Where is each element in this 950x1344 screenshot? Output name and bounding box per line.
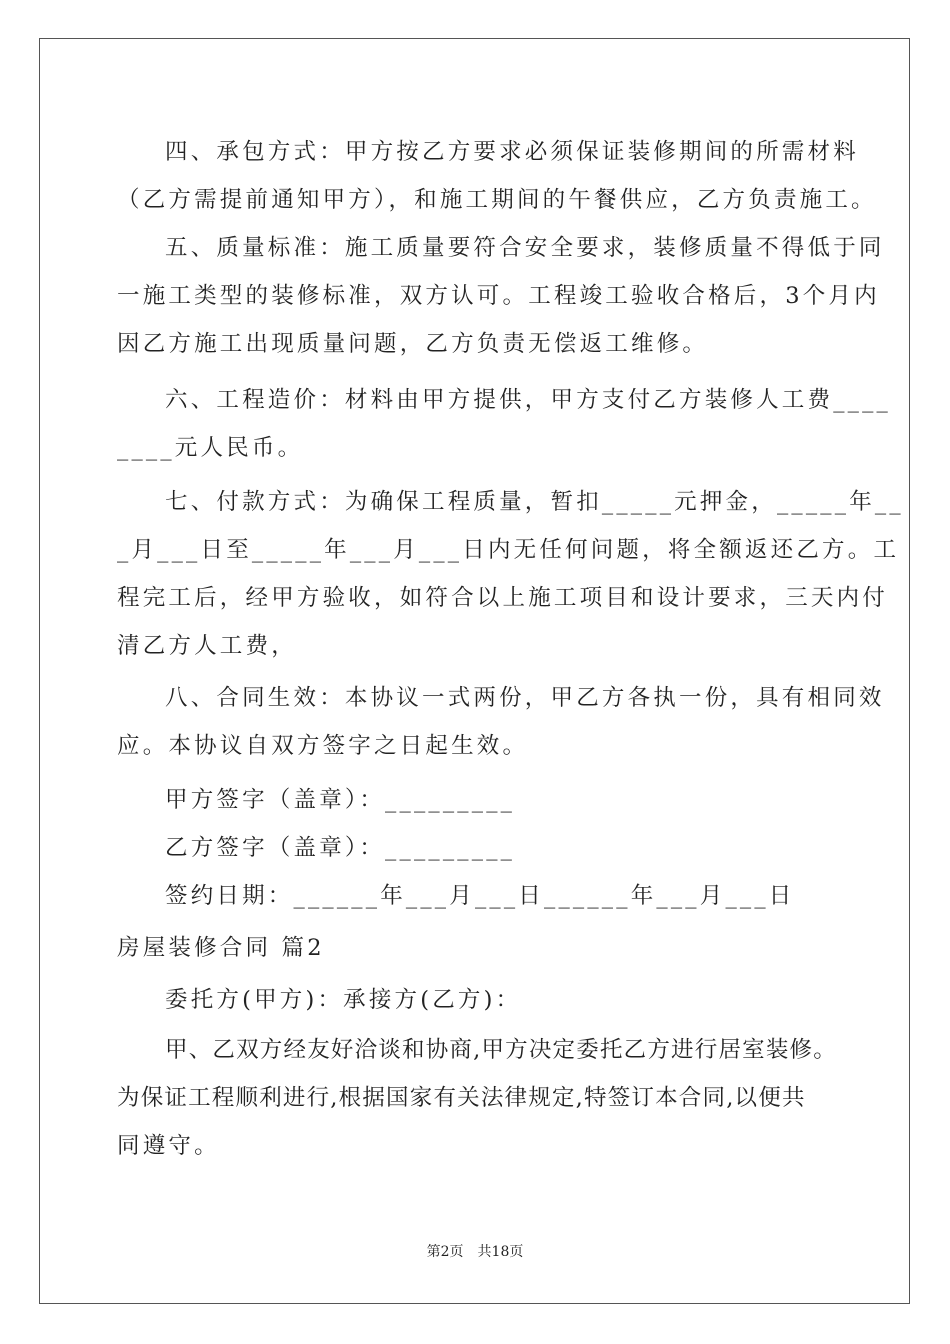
text-line: 四、承包方式：甲方按乙方要求必须保证装修期间的所需材料 [165, 139, 859, 165]
text-line: 六、工程造价：材料由甲方提供，甲方支付乙方装修人工费____ [165, 387, 892, 413]
signature-line-party-b: 乙方签字（盖章）：_________ [165, 835, 516, 861]
text-line: 同遵守。 [117, 1133, 220, 1159]
text-line: 程完工后，经甲方验收，如符合以上施工项目和设计要求，三天内付 [117, 585, 889, 611]
text-line: 为保证工程顺利进行,根据国家有关法律规定,特签订本合同,以便共 [117, 1085, 806, 1111]
text-line: 委托方(甲方)：承接方(乙方)： [165, 987, 522, 1013]
signing-date-line: 签约日期：______年___月___日______年___月___日 [165, 883, 795, 909]
text-line: （乙方需提前通知甲方），和施工期间的午餐供应，乙方负责施工。 [117, 187, 877, 213]
text-line: ____元人民币。 [117, 435, 304, 461]
text-line: 一施工类型的装修标准，双方认可。工程竣工验收合格后，3个月内 [117, 283, 880, 309]
text-line: 七、付款方式：为确保工程质量，暂扣_____元押金，_____年__ [165, 489, 904, 515]
section-heading: 房屋装修合同 篇2 [117, 935, 325, 961]
text-line: 五、质量标准：施工质量要符合安全要求，装修质量不得低于同 [165, 235, 885, 261]
text-line: 八、合同生效：本协议一式两份，甲乙方各执一份，具有相同效 [165, 685, 885, 711]
text-line: 应。本协议自双方签字之日起生效。 [117, 733, 529, 759]
signature-line-party-a: 甲方签字（盖章）：_________ [165, 787, 516, 813]
text-line: 甲、乙双方经友好洽谈和协商,甲方决定委托乙方进行居室装修。 [165, 1037, 837, 1063]
text-line: _月___日至_____年___月___日内无任何问题，将全额返还乙方。工 [117, 537, 900, 563]
text-line: 清乙方人工费， [117, 633, 297, 659]
page-border [39, 38, 910, 1304]
text-line: 因乙方施工出现质量问题，乙方负责无偿返工维修。 [117, 331, 709, 357]
page-number: 第2页 共18页 [426, 1244, 524, 1260]
